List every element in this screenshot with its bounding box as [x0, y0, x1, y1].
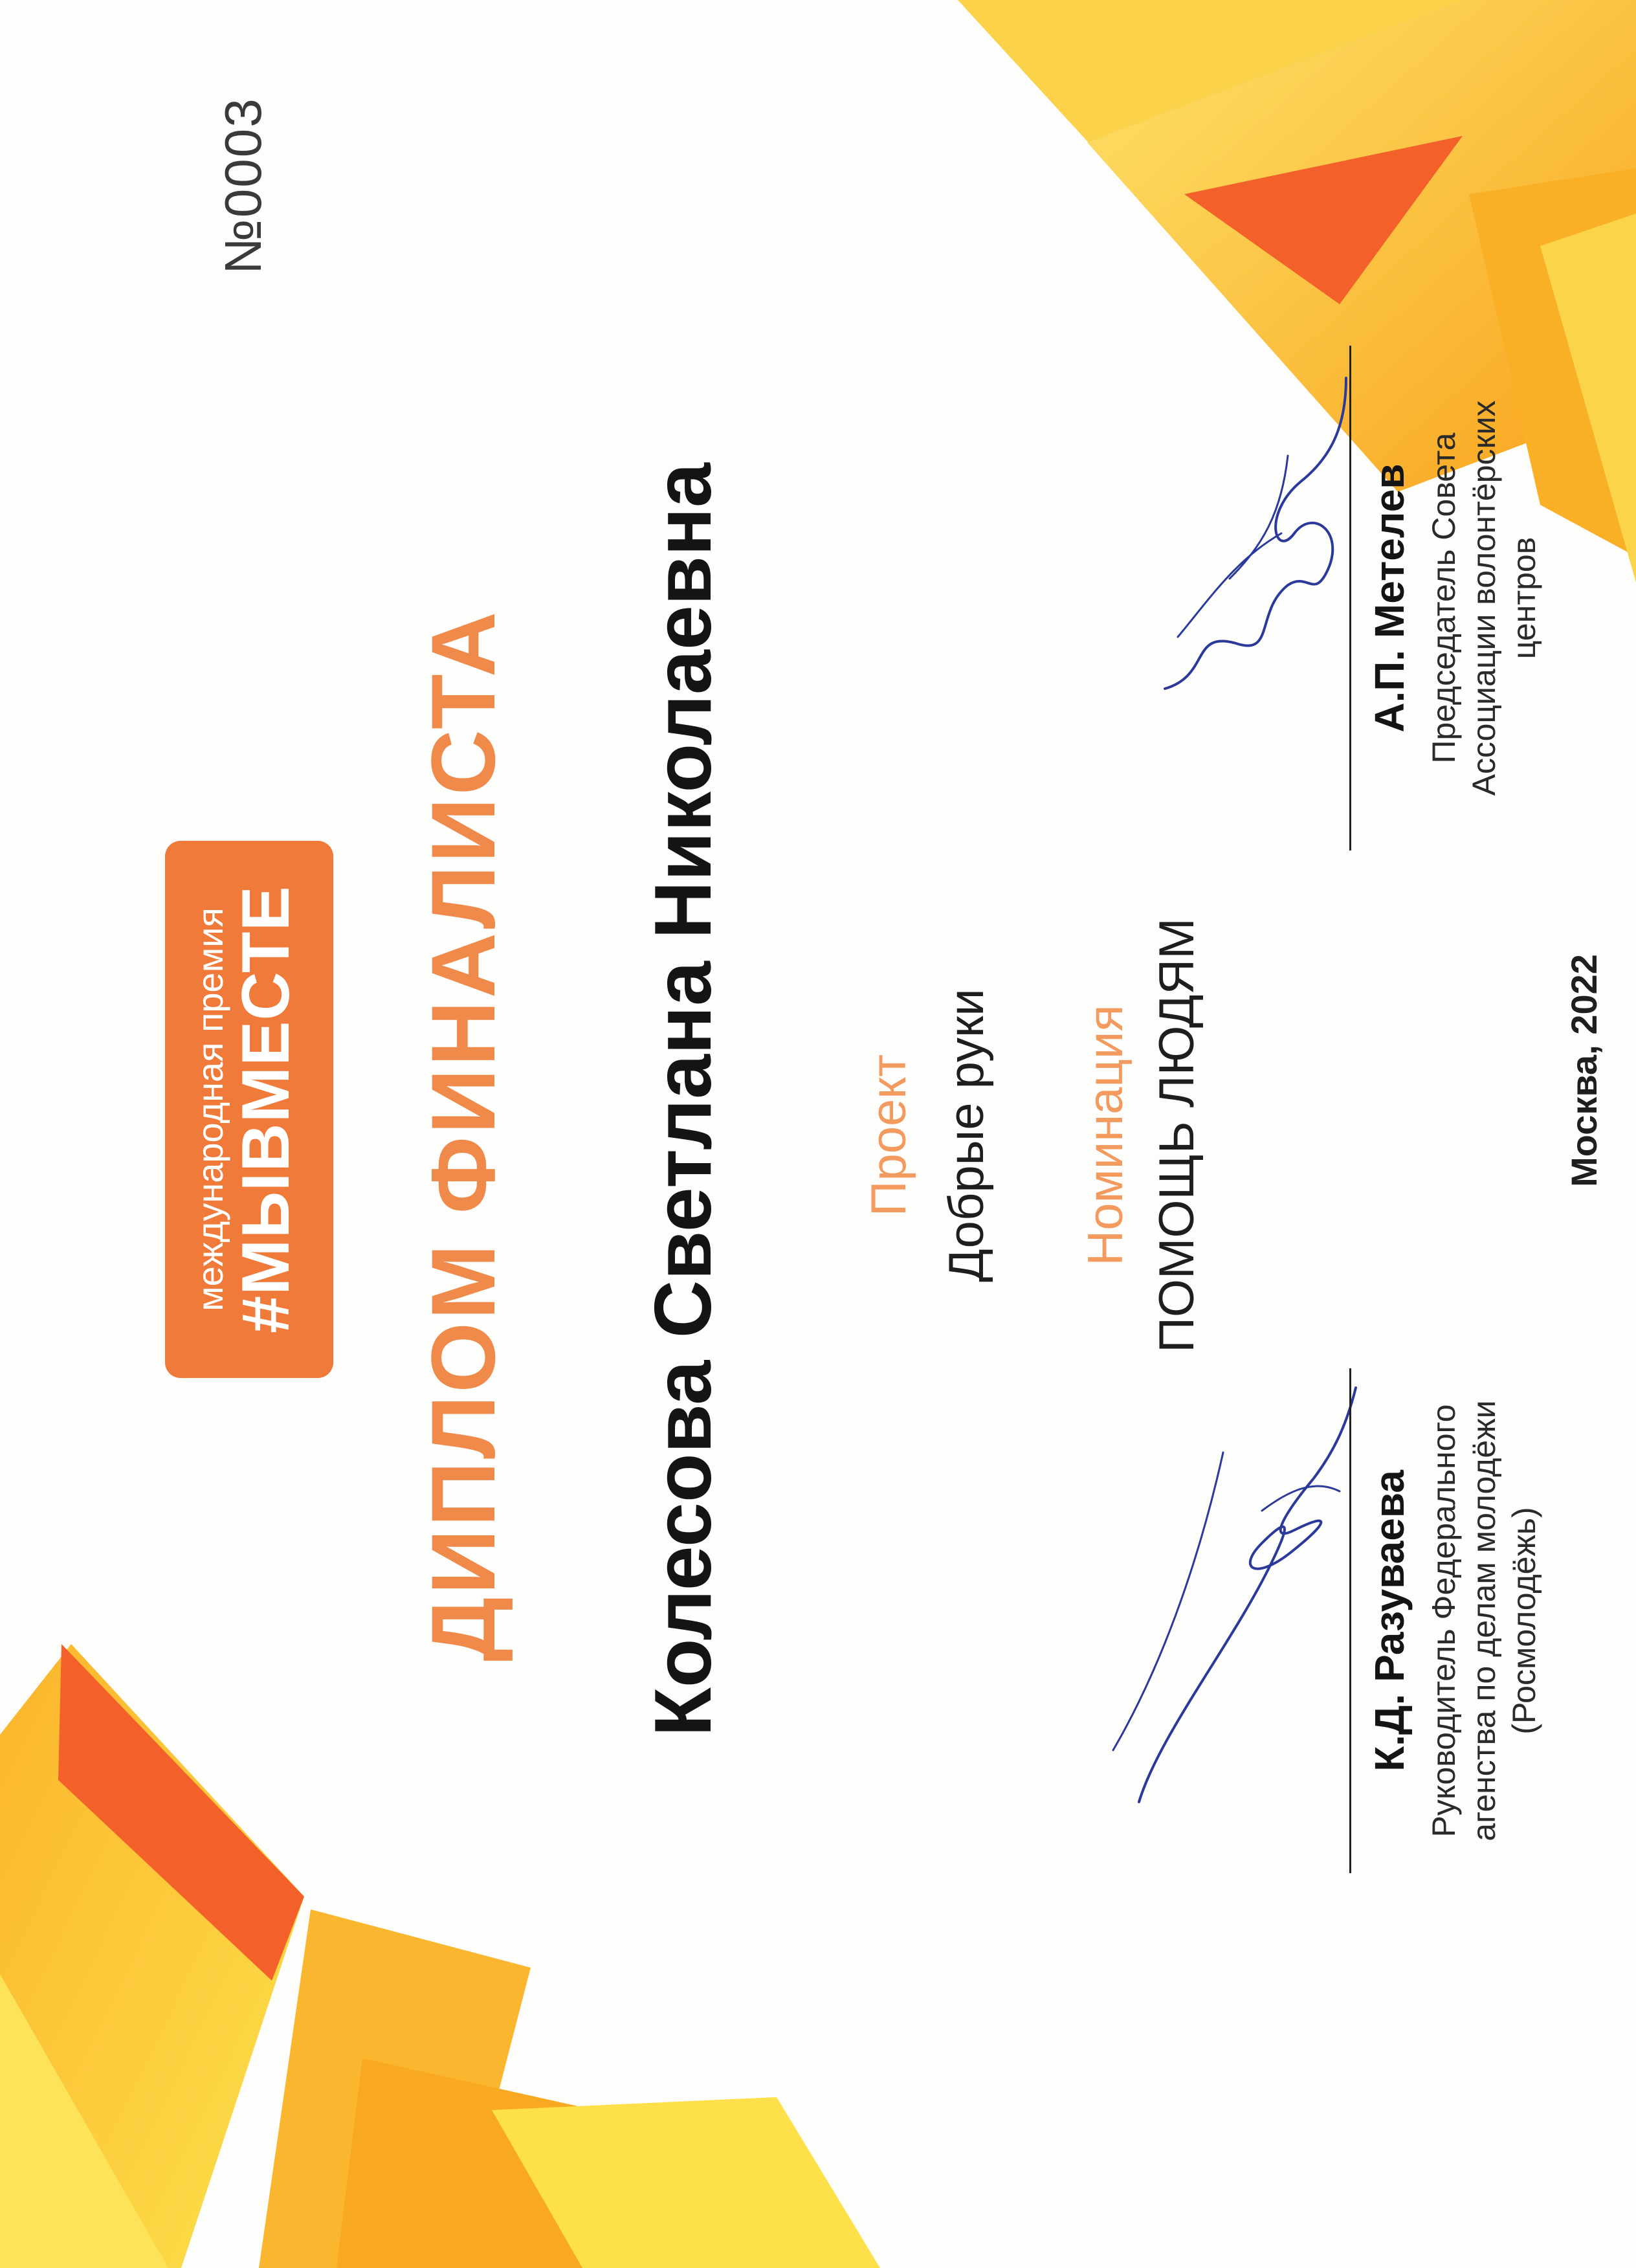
project-label: Проект	[861, 1054, 916, 1217]
recipient-name: Колесова Светлана Николаевна	[639, 463, 728, 1737]
signatory-left-role	[1424, 1336, 1544, 1906]
role-line: Председатель Совета	[1426, 432, 1462, 764]
signature-line-right	[1349, 346, 1351, 850]
diploma-title: ДИПЛОМ ФИНАЛИСТА	[412, 609, 514, 1662]
signatory-right-name: А.П. Метелев	[1366, 463, 1413, 733]
logo-subtitle: международная премия	[190, 907, 230, 1311]
role-line: (Росмолодёжь)	[1506, 1507, 1542, 1735]
nomination-value: ПОМОЩЬ ЛЮДЯМ	[1149, 918, 1204, 1353]
nomination-label: Номинация	[1078, 1005, 1133, 1266]
city-year: Москва, 2022	[1564, 954, 1604, 1187]
award-logo	[165, 841, 333, 1378]
role-line: агенства по делам молодёжи	[1466, 1400, 1502, 1841]
role-line: Ассоциации волонтёрских	[1466, 400, 1502, 796]
role-line: центров	[1506, 537, 1542, 660]
project-value: Добрые руки	[939, 988, 994, 1282]
signature-right	[1152, 339, 1372, 728]
signatory-right-role	[1424, 313, 1544, 883]
signature-left	[1100, 1349, 1372, 1815]
signature-line-left	[1349, 1368, 1351, 1873]
signatory-left-name: К.Д. Разуваева	[1366, 1470, 1413, 1772]
diploma-number: №0003	[214, 97, 272, 274]
logo-brand: #МЫВМЕСТЕ	[228, 885, 304, 1333]
role-line: Руководитель Федерального	[1426, 1404, 1462, 1838]
